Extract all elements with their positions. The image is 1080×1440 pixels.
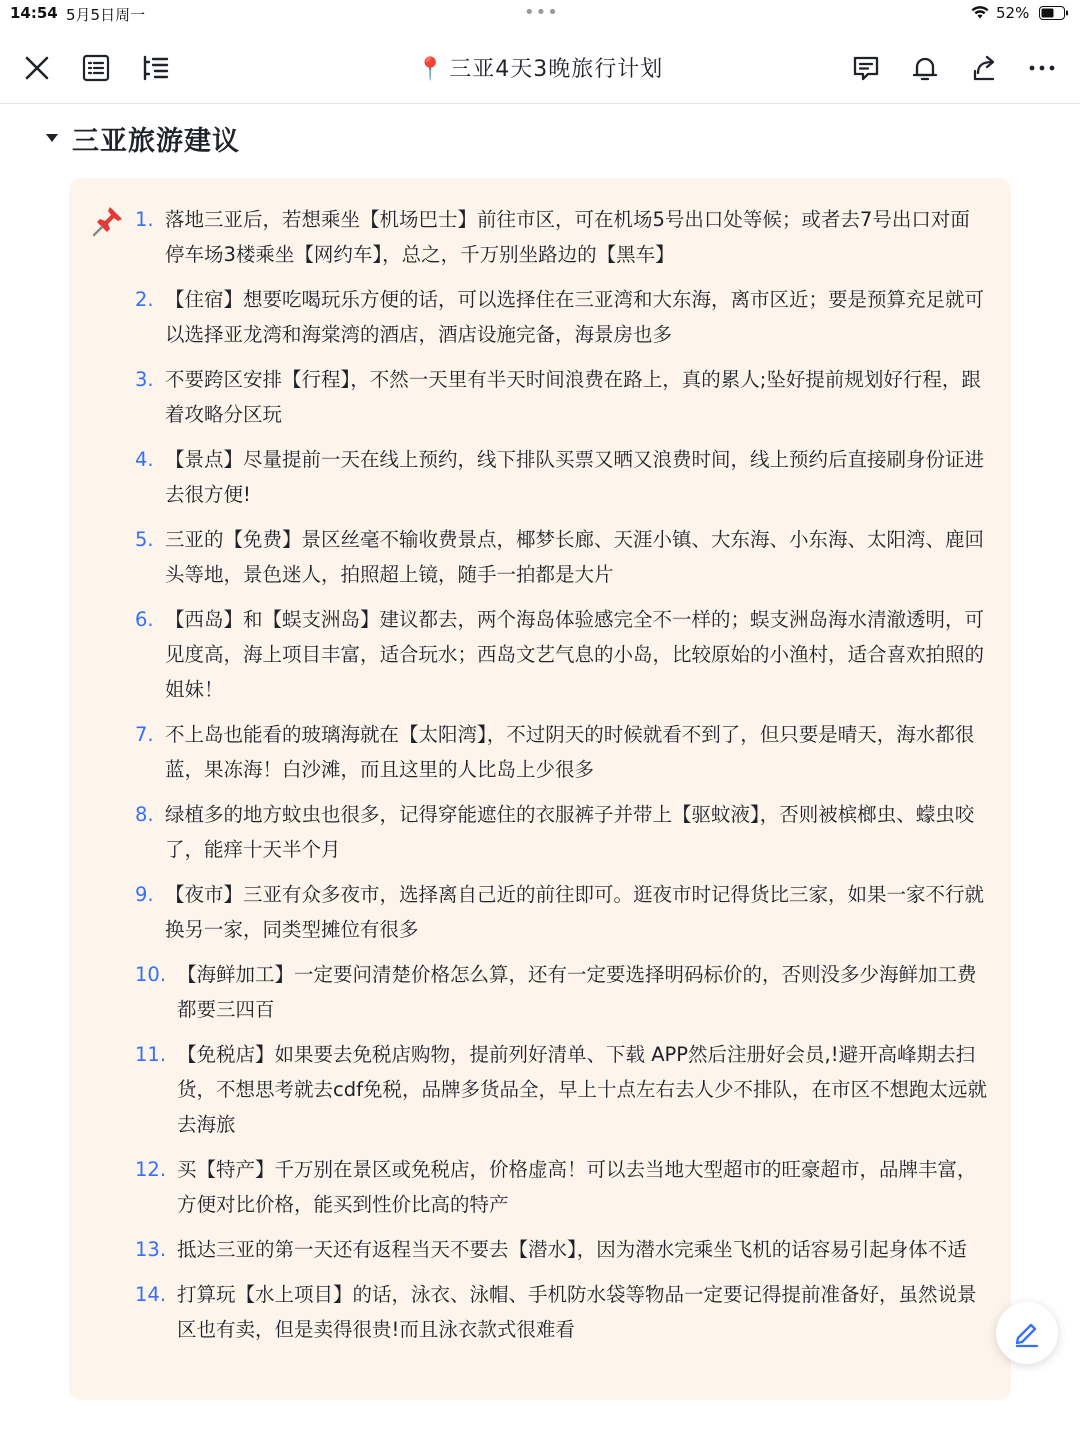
list-item-number: 3.: [135, 368, 154, 391]
list-item: [135, 797, 987, 867]
list-item: [135, 602, 987, 707]
callout-block: [69, 178, 1011, 1400]
list-item-number: 6.: [135, 608, 154, 631]
list-item-number: 9.: [135, 883, 154, 906]
list-item: [135, 957, 987, 1027]
list-item-text: 【海鲜加工】一定要问清楚价格怎么算，还有一定要选择明码标价的，否则没多少海鲜加工费都要三四百: [177, 963, 977, 1021]
list-item-number: 14.: [135, 1283, 167, 1306]
multitask-dots[interactable]: •••: [524, 2, 559, 23]
list-item: [135, 1152, 987, 1222]
list-item-number: 12.: [135, 1158, 167, 1181]
edit-button[interactable]: [996, 1302, 1058, 1364]
share-icon: [969, 53, 999, 83]
list-item: [135, 877, 987, 947]
list-item-number: 2.: [135, 288, 154, 311]
list-item: [135, 282, 987, 352]
list-item-text: 【夜市】三亚有众多夜市，选择离自己近的前往即可。逛夜市时记得货比三家，如果一家不行就换另一家，同类型摊位有很多: [165, 883, 985, 941]
list-item-number: 1.: [135, 208, 154, 231]
section-title: 三亚旅游建议: [72, 125, 240, 157]
comment-icon: [851, 53, 881, 83]
bell-icon: [910, 53, 940, 83]
list-item: [135, 1277, 987, 1347]
list-item-text: 【西岛】和【蜈支洲岛】建议都去，两个海岛体验感完全不一样的；蜈支洲岛海水清澈透明，可见度高，海上项目丰富，适合玩水；西岛文艺气息的小岛，比较原始的小渔村，适合喜欢拍照的姐妹！: [165, 608, 985, 701]
battery-percent: 52%: [996, 4, 1030, 22]
list-item-text: 【免税店】如果要去免税店购物，提前列好清单、下载 APP然后注册好会员,!避开高峰期去扫货，不想思考就去cdf免税，品牌多货品全，早上十点左右去人少不排队，在市区不想跑太远就去海旅: [177, 1043, 987, 1136]
document-title-text: 三亚4天3晚旅行计划: [449, 57, 664, 82]
share-button[interactable]: [964, 48, 1004, 88]
list-item-text: 【住宿】想要吃喝玩乐方便的话，可以选择住在三亚湾和大东海，离市区近；要是预算充足就可以选择亚龙湾和海棠湾的酒店，酒店设施完备，海景房也多: [165, 288, 985, 346]
list-item: [135, 442, 987, 512]
list-item-number: 8.: [135, 803, 154, 826]
list-item-number: 11.: [135, 1043, 167, 1066]
more-icon: [1027, 53, 1057, 83]
list-item: [135, 1037, 987, 1142]
list-item-text: 不上岛也能看的玻璃海就在【太阳湾】，不过阴天的时候就看不到了，但只要是晴天，海水都很蓝，果冻海！白沙滩，而且这里的人比岛上少很多: [165, 723, 975, 781]
pencil-icon: [1012, 1318, 1042, 1348]
list-item-number: 5.: [135, 528, 154, 551]
notification-button[interactable]: [905, 48, 945, 88]
list-item-number: 10.: [135, 963, 167, 986]
list-item-text: 落地三亚后，若想乘坐【机场巴士】前往市区，可在机场5号出口处等候；或者去7号出口对面停车场3楼乘坐【网约车】，总之，千万别坐路边的【黑车】: [165, 208, 970, 266]
list-item-text: 抵达三亚的第一天还有返程当天不要去【潜水】，因为潜水完乘坐飞机的话容易引起身体不适: [177, 1238, 967, 1261]
list-item: [135, 202, 987, 272]
status-date: 5月5日周一: [66, 6, 146, 24]
list-item: [135, 522, 987, 592]
pin-icon: 📍: [416, 57, 446, 82]
list-item-text: 【景点】尽量提前一天在线上预约，线下排队买票又晒又浪费时间，线上预约后直接刷身份证进去很方便!: [165, 448, 985, 506]
tips-list: [135, 202, 987, 1357]
wifi-icon: [970, 4, 990, 20]
status-bar: [0, 0, 1080, 28]
list-item: [135, 362, 987, 432]
list-item-text: 不要跨区安排【行程】，不然一天里有半天时间浪费在路上，真的累人;坠好提前规划好行程，跟着攻略分区玩: [165, 368, 981, 426]
list-item: [135, 717, 987, 787]
list-item-text: 打算玩【水上项目】的话，泳衣、泳帽、手机防水袋等物品一定要记得提前准备好，虽然说景区也有卖，但是卖得很贵!而且泳衣款式很难看: [177, 1283, 977, 1341]
list-item: [135, 1232, 987, 1267]
list-item-number: 7.: [135, 723, 154, 746]
list-item-text: 买【特产】千万别在景区或免税店，价格虚高！可以去当地大型超市的旺豪超市，品牌丰富，方便对比价格，能买到性价比高的特产: [177, 1158, 977, 1216]
battery-icon: [1039, 6, 1069, 20]
status-time: 14:54: [10, 4, 58, 22]
caret-down-icon[interactable]: [44, 130, 60, 146]
list-item-number: 13.: [135, 1238, 167, 1261]
document-toolbar: [0, 34, 1080, 104]
list-item-number: 4.: [135, 448, 154, 471]
section-heading[interactable]: [44, 118, 240, 158]
list-item-text: 三亚的【免费】景区丝毫不输收费景点，椰梦长廊、天涯小镇、大东海、小东海、太阳湾、鹿回头等地，景色迷人，拍照超上镜，随手一拍都是大片: [165, 528, 985, 586]
pushpin-icon: [91, 204, 125, 238]
more-button[interactable]: [1022, 48, 1062, 88]
comment-button[interactable]: [846, 48, 886, 88]
list-item-text: 绿植多的地方蚊虫也很多，记得穿能遮住的衣服裤子并带上【驱蚊液】，否则被槟榔虫、蠓虫咬了，能痒十天半个月: [165, 803, 975, 861]
